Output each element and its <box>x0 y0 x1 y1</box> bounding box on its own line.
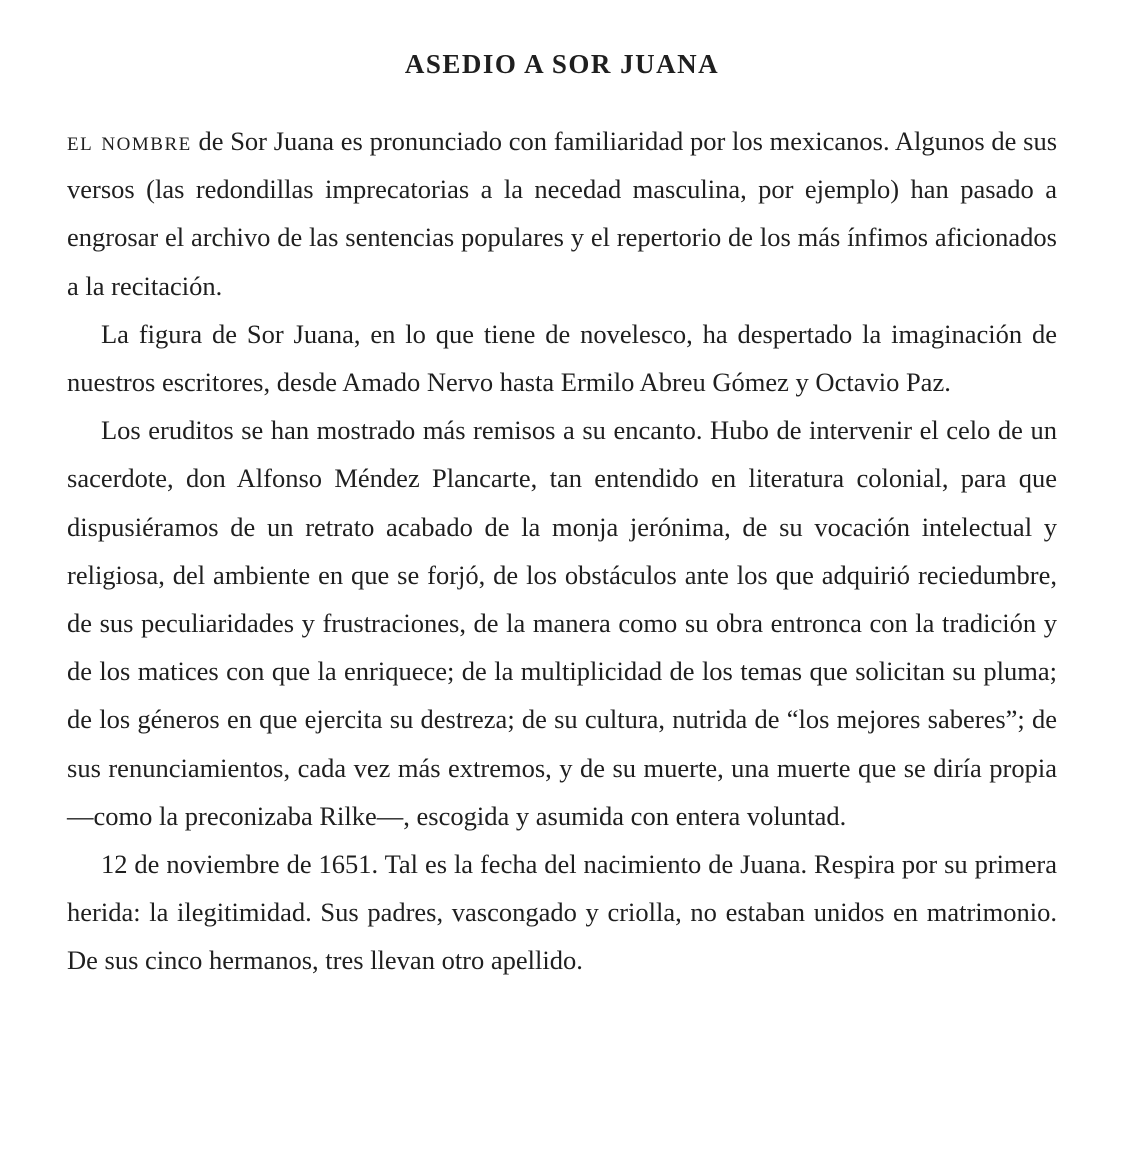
paragraph-4: 12 de noviembre de 1651. Tal es la fecha del nacimiento de Juana. Respira por su primera herida: la ilegitimidad. Sus padres, vascongado y criolla, no estaban unidos en matrimonio. De sus cinco hermanos, tres llevan otro apellido. <box>67 849 1057 976</box>
paragraph-1-text: de Sor Juana es pronunciado con familiaridad por los mexicanos. Algunos de sus versos (las redondillas imprecatorias a la necedad masculina, por ejemplo) han pasado a engrosar el archivo de las sentencias populares y el repertorio de los más ínfimos aficionados a la recitación. <box>67 126 1058 301</box>
paragraph-3: Los eruditos se han mostrado más remisos a su encanto. Hubo de intervenir el celo de un sacerdote, don Alfonso Méndez Plancarte, tan entendido en literatura colonial, para que dispusiéramos de un retrato acabado de la monja jerónima, de su vocación intelectual y religiosa, del ambiente en que se forjó, de los obstáculos ante los que adquirió reciedumbre, de sus peculiaridades y frustraciones, de la manera como su obra entronca con la tradición y de los matices con que la enriquece; de la multiplicidad de los temas que solicitan su pluma; de los géneros en que ejercita su destreza; de su cultura, nutrida de “los mejores saberes”; de sus renunciamientos, cada vez más extremos, y de su muerte, una muerte que se diría propia —como la preconizaba Rilke—, escogida y asumida con entera voluntad. <box>67 415 1057 831</box>
paragraph-1 <box>67 117 1057 310</box>
chapter-body <box>67 117 1057 985</box>
opening-smallcaps: el nombre <box>67 126 192 156</box>
running-head: ASEDIO A SOR JUANA <box>404 49 720 79</box>
paragraph-2: La figura de Sor Juana, en lo que tiene de novelesco, ha despertado la imaginación de nuestros escritores, desde Amado Nervo hasta Ermilo Abreu Gómez y Octavio Paz. <box>67 318 1057 398</box>
